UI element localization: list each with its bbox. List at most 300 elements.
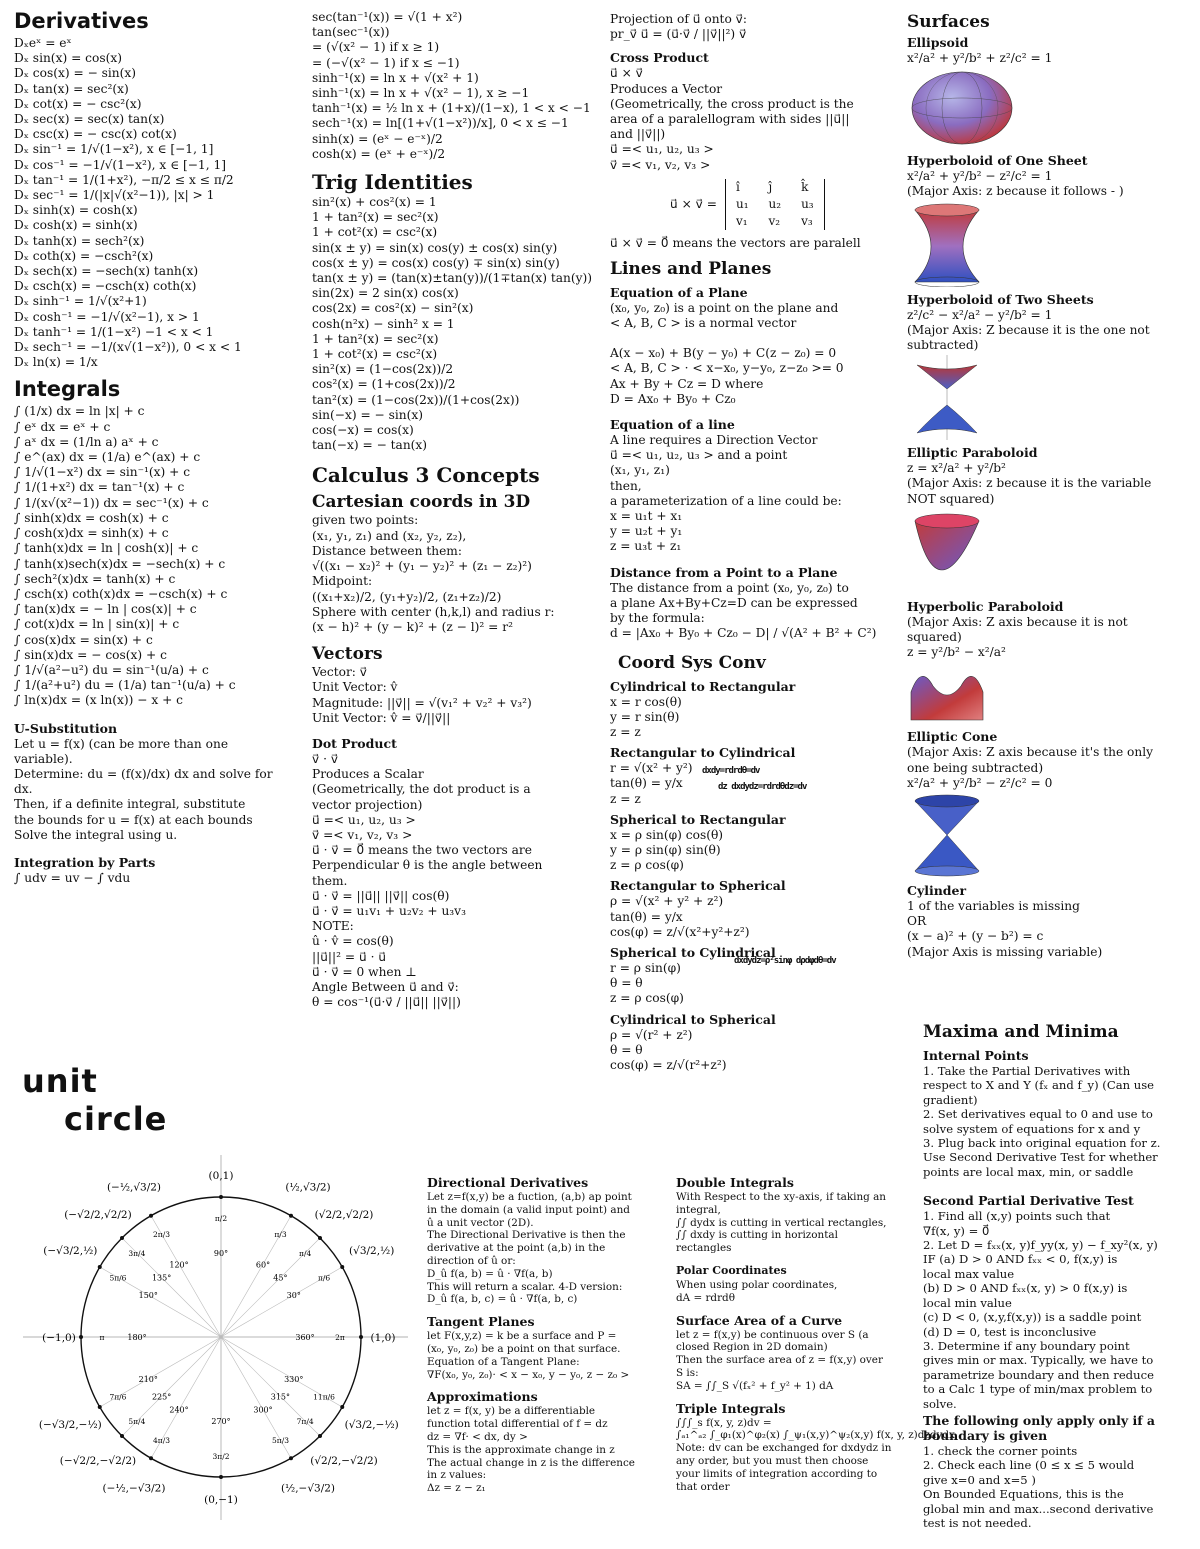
hyperbolic-paraboloid-figure	[907, 662, 987, 724]
formula-line: a plane Ax+By+Cz=D can be expressed	[610, 595, 858, 610]
tangent-list	[427, 1330, 667, 1381]
formula-line: sech⁻¹(x) = ln[(1+√(1−x²))/x], 0 < x ≤ −1	[312, 116, 569, 131]
formula-line: z = ρ cos(φ)	[610, 991, 684, 1006]
formula-line: v⃗ =< v₁, v₂, v₃ >	[610, 157, 711, 172]
formula-line: let z = f(x,y) be continuous over S (a	[676, 1328, 869, 1341]
double-integrals-title: Double Integrals	[676, 1175, 794, 1190]
formula-line: Dₓeˣ = eˣ	[14, 36, 72, 50]
formula-line: sin(−x) = − sin(x)	[312, 407, 424, 422]
matrix-cell: u₁	[735, 197, 749, 212]
formula-line: Dₓ cosh(x) = sinh(x)	[14, 218, 138, 233]
formula-line: (Major Axis is missing variable)	[907, 944, 1103, 959]
formula-line: d = |Ax₀ + By₀ + Cz₀ − D| / √(A² + B² + C²)	[610, 626, 877, 641]
cyl-sph-list	[610, 1028, 900, 1074]
formula-line: u⃗ =< u₁, u₂, u₃ >	[312, 812, 416, 827]
unit-circle-diagram	[18, 1150, 413, 1525]
formula-line: Produces a Scalar	[312, 767, 424, 782]
matrix-cell: u₂	[768, 197, 782, 212]
degree-label: 300°	[253, 1405, 273, 1415]
formula-line: (c) D < 0, (x,y,f(x,y)) is a saddle point	[923, 1310, 1142, 1325]
distance-title: Distance from a Point to a Plane	[610, 564, 838, 580]
handwritten-circle: circle	[64, 1100, 168, 1138]
formula-line: (Major Axis: Z axis because it's the only	[907, 745, 1154, 760]
distance-list	[610, 581, 900, 642]
formula-line: ∫ₐ₁^ₐ₂ ∫_φ₁(x)^φ₂(x) ∫_ψ₁(x,y)^ψ₂(x,y) f(x, y, z)dzdydx	[676, 1429, 955, 1442]
formula-line: Δz = z − z₁	[427, 1482, 486, 1495]
dot-product-title: Dot Product	[312, 735, 397, 751]
cyl-rect-title: Cylindrical to Rectangular	[610, 678, 796, 694]
formula-line: Dₓ sin⁻¹ = 1/√(1−x²), x ∈ [−1, 1]	[14, 142, 214, 157]
formula-line: by the formula:	[610, 611, 705, 626]
hyperboloid-two-figure	[907, 355, 987, 440]
formula-line: local max value	[923, 1266, 1015, 1281]
formula-line: (Geometrically, the dot product is a	[312, 782, 531, 797]
cylinder-title: Cylinder	[907, 883, 967, 899]
formula-line: ∫ cosh(x)dx = sinh(x) + c	[14, 526, 169, 541]
derivatives-list	[14, 36, 299, 370]
circle-point	[98, 1265, 102, 1269]
formula-line: ∫ cot(x)dx = ln | sin(x)| + c	[14, 617, 180, 632]
formula-line: Use Second Derivative Test for whether	[923, 1150, 1158, 1165]
formula-line: 1. check the corner points	[923, 1443, 1078, 1458]
cross-product-title: Cross Product	[610, 50, 709, 66]
rect-sph-title: Rectangular to Spherical	[610, 878, 786, 894]
coordinate-label: (−√3/2,½)	[43, 1245, 98, 1257]
formula-line: D_û f(a, b, c) = û · ∇f(a, b, c)	[427, 1293, 578, 1306]
formula-line: parametrize boundary and then reduce	[923, 1367, 1154, 1382]
degree-label: 360°	[295, 1333, 315, 1342]
circle-point	[149, 1214, 153, 1218]
formula-line: ∫ (1/x) dx = ln |x| + c	[14, 404, 145, 419]
formula-line: ∫ tanh(x)sech(x)dx = −sech(x) + c	[14, 556, 226, 571]
formula-line: tan(θ) = y/x	[610, 776, 683, 791]
formula-line: Then the surface area of z = f(x,y) over	[676, 1354, 883, 1367]
trig-title: Trig Identities	[312, 170, 473, 195]
formula-line: ∫ tan(x)dx = − ln | cos(x)| + c	[14, 602, 197, 617]
coordinate-label: (−√2/2,√2/2)	[64, 1208, 132, 1221]
formula-line: area of a paralellogram with sides ||u⃗||	[610, 112, 850, 127]
degree-label: 330°	[284, 1375, 304, 1384]
formula-line: S is:	[676, 1366, 699, 1379]
line-equation-list	[610, 433, 900, 555]
circle-point	[98, 1405, 102, 1409]
column-surfaces	[907, 8, 1192, 960]
formula-line: that order	[676, 1480, 730, 1493]
formula-line: ∫ 1/(1+x²) dx = tan⁻¹(x) + c	[14, 480, 185, 495]
formula-line: sin(2x) = 2 sin(x) cos(x)	[312, 286, 459, 301]
radian-label: π/6	[317, 1273, 331, 1283]
formula-line: ρ = √(x² + y² + z²)	[610, 894, 724, 909]
surface-area-title: Surface Area of a Curve	[676, 1312, 843, 1328]
integrals-title: Integrals	[14, 377, 121, 402]
formula-line: cos(φ) = z/√(r²+z²)	[610, 1057, 727, 1072]
formula-line: ∇f(x, y) = 0⃗	[923, 1223, 990, 1238]
formula-line: (x − a)² + (y − b²) = c	[907, 929, 1044, 944]
coordinate-label: (√2/2,−√2/2)	[310, 1455, 378, 1468]
radian-label: π/4	[299, 1248, 312, 1258]
formula-line: Let z=f(x,y) be a fuction, (a,b) ap point	[427, 1191, 632, 1203]
column-derivatives-integrals	[14, 6, 299, 886]
formula-line: (Geometrically, the cross product is the	[610, 96, 854, 111]
formula-line: (x₀, y₀, z₀) is a point on the plane and	[610, 300, 839, 315]
degree-label: 135°	[151, 1273, 172, 1283]
formula-line: derivative at the point (a,b) in the	[427, 1242, 606, 1255]
circle-point	[318, 1434, 322, 1438]
formula-line: (Major Axis: Z because it is the one not	[907, 322, 1150, 337]
hyperbolic-paraboloid-list	[907, 615, 1192, 661]
elliptic-paraboloid-title: Elliptic Paraboloid	[907, 445, 1038, 461]
hyperboloid-two-title: Hyperboloid of Two Sheets	[907, 291, 1094, 307]
cartesian-title: Cartesian coords in 3D	[312, 492, 531, 513]
formula-line: Unit Vector: v̂ = v⃗/||v⃗||	[312, 710, 451, 725]
formula-line: tanh⁻¹(x) = ½ ln x + (1+x)/(1−x), 1 < x < −1	[312, 101, 591, 116]
second-test-title: Second Partial Derivative Test	[923, 1193, 1134, 1209]
rect-sph-list	[610, 894, 900, 940]
triple-integrals-list	[676, 1416, 955, 1494]
maxmin-title: Maxima and Minima	[923, 1022, 1119, 1042]
formula-line: Dₓ sinh⁻¹ = 1/√(x²+1)	[14, 294, 147, 309]
coordinate-label: (−1,0)	[42, 1332, 76, 1344]
plane-equation-title: Equation of a Plane	[610, 284, 748, 300]
formula-line: This will return a scalar. 4-D version:	[427, 1280, 623, 1293]
formula-line: Dₓ csc(x) = − csc(x) cot(x)	[14, 127, 177, 142]
circle-point	[359, 1335, 363, 1339]
matrix-cell: v₁	[735, 214, 748, 229]
handwritten-note-2: dz dxdydz=rdrdθdz=dv	[718, 782, 807, 792]
formula-line: 1 + tan²(x) = sec²(x)	[312, 210, 439, 225]
formula-line: Dₓ tanh(x) = sech²(x)	[14, 233, 145, 248]
cylinder-list	[907, 899, 1192, 960]
formula-line: any order, but you must then choose	[676, 1454, 869, 1467]
degree-label: 315°	[270, 1392, 291, 1402]
radian-label: 5π/3	[272, 1436, 289, 1446]
formula-line: 2. Check each line (0 ≤ x ≤ 5 would	[923, 1458, 1135, 1473]
coordinate-label: (−½,√3/2)	[106, 1181, 162, 1194]
formula-line: u⃗ · v⃗ = 0⃗ means the two vectors are	[312, 843, 532, 858]
formula-line: Dₓ cosh⁻¹ = −1/√(x²−1), x > 1	[14, 309, 200, 324]
formula-line: 3. Plug back into original equation for z.	[923, 1136, 1161, 1151]
formula-line: Dₓ coth(x) = −csch²(x)	[14, 248, 154, 263]
formula-line: u⃗ =< u₁, u₂, u₃ > and a point	[610, 448, 788, 463]
formula-line: < A, B, C > · < x−x₀, y−y₀, z−z₀ >= 0	[610, 361, 844, 376]
formula-line: cos(φ) = z/√(x²+y²+z²)	[610, 924, 750, 939]
formula-line: 1. Find all (x,y) points such that	[923, 1209, 1111, 1224]
formula-line: ρ = √(r² + z²)	[610, 1027, 693, 1042]
line-equation-title: Equation of a line	[610, 417, 735, 433]
formula-line: 1. Take the Partial Derivatives with	[923, 1064, 1131, 1078]
coord-conv-title: Coord Sys Conv	[618, 652, 766, 673]
formula-line: ∫ e^(ax) dx = (1/a) e^(ax) + c	[14, 450, 201, 465]
formula-line: θ = θ	[610, 976, 643, 991]
sph-cyl-list	[610, 961, 900, 1007]
circle-point	[318, 1236, 322, 1240]
circle-point	[120, 1236, 124, 1240]
plane-equation-list	[610, 301, 900, 407]
formula-line: (x₁, y₁, z₁)	[610, 463, 670, 478]
formula-line: tan²(x) = (1−cos(2x))/(1+cos(2x))	[312, 392, 520, 407]
formula-line: 1 + tan²(x) = sec²(x)	[312, 331, 439, 346]
formula-line: = (−√(x² − 1) if x ≤ −1)	[312, 55, 460, 70]
formula-line: (x₀, y₀, z₀) be a point on that surface.	[427, 1342, 621, 1355]
sph-rect-title: Spherical to Rectangular	[610, 811, 786, 827]
formula-line: Dₓ tanh⁻¹ = 1/(1−x²) −1 < x < 1	[14, 324, 214, 339]
degree-label: 225°	[151, 1392, 172, 1402]
formula-line: r = ρ sin(φ)	[610, 960, 681, 975]
formula-line: Solve the integral using u.	[14, 827, 178, 842]
formula-line: ∫ aˣ dx = (1/ln a) aˣ + c	[14, 434, 159, 449]
formula-line: û a unit vector (2D).	[427, 1216, 534, 1229]
formula-line: This is the approximate change in z	[427, 1443, 615, 1456]
formula-line: ∫ ln(x)dx = (x ln(x)) − x + c	[14, 693, 183, 708]
formula-line: to a Calc 1 type of min/max problem to	[923, 1382, 1153, 1397]
surfaces-title: Surfaces	[907, 12, 990, 32]
formula-line: your limits of integration according to	[676, 1467, 878, 1480]
cross-product-matrix	[670, 179, 900, 231]
matrix-cell: k̂	[801, 179, 809, 194]
formula-line: A line requires a Direction Vector	[610, 433, 818, 448]
formula-line: solve.	[923, 1396, 957, 1411]
hyperboloid-one-list	[907, 169, 1192, 199]
calc3-title: Calculus 3 Concepts	[312, 463, 540, 488]
coordinate-label: (1,0)	[370, 1332, 396, 1344]
formula-line: OR	[907, 914, 927, 929]
formula-line: NOTE:	[312, 919, 354, 934]
formula-line: IF (a) D > 0 AND fₓₓ < 0, f(x,y) is	[923, 1252, 1118, 1267]
formula-line: ∫ csch(x) coth(x)dx = −csch(x) + c	[14, 586, 228, 601]
formula-line: Dₓ csch(x) = −csch(x) coth(x)	[14, 279, 197, 294]
circle-point	[79, 1335, 83, 1339]
formula-line: 2. Set derivatives equal to 0 and use to	[923, 1107, 1153, 1122]
usub-list	[14, 737, 299, 843]
formula-line: Dₓ sec(x) = sec(x) tan(x)	[14, 112, 165, 127]
elliptic-cone-figure	[907, 793, 987, 878]
formula-line: given two points:	[312, 513, 419, 528]
formula-line: The Directional Derivative is then the	[427, 1229, 626, 1242]
formula-line: Sphere with center (h,k,l) and radius r:	[312, 604, 555, 619]
radian-label: 2π	[335, 1333, 345, 1342]
degree-label: 45°	[273, 1273, 288, 1283]
formula-line: û · v̂ = cos(θ)	[312, 934, 394, 949]
formula-line: ∫∫∫_s f(x, y, z)dv =	[676, 1416, 772, 1429]
formula-line: ∫ sinh(x)dx = cosh(x) + c	[14, 510, 169, 525]
degree-label: 150°	[138, 1291, 158, 1300]
handwritten-note-3: dxdydz=ρ²sinφ dρdφdθ=dv	[734, 956, 836, 966]
projection-list	[610, 12, 900, 42]
formula-line: Dₓ sech⁻¹ = −1/(x√(1−x²)), 0 < x < 1	[14, 340, 242, 355]
formula-line: The actual change in z is the difference	[427, 1456, 635, 1469]
determinant	[725, 179, 825, 231]
degree-label: 60°	[255, 1260, 271, 1270]
formula-line: v⃗ =< v₁, v₂, v₃ >	[312, 827, 413, 842]
formula-line: 2. Let D = fₓₓ(x, y)f_yy(x, y) − f_xy²(x, y)	[923, 1238, 1158, 1253]
maxima-minima-section	[923, 1018, 1193, 1530]
formula-line: closed Region in 2D domain)	[676, 1341, 828, 1354]
formula-line: (b) D > 0 AND fₓₓ(x, y) > 0 f(x,y) is	[923, 1281, 1128, 1296]
formula-line: rectangles	[676, 1242, 732, 1255]
formula-line: Projection of u⃗ onto v⃗:	[610, 12, 747, 26]
formula-line: Ax + By + Cz = D where	[610, 376, 764, 391]
coordinate-label: (−√3/2,−½)	[38, 1419, 102, 1431]
formula-line: (d) D = 0, test is inconclusive	[923, 1324, 1097, 1339]
formula-line: solve system of equations for x and y	[923, 1121, 1141, 1136]
formula-line: Dₓ sin(x) = cos(x)	[14, 51, 122, 66]
formula-line: ∫ udv = uv − ∫ vdu	[14, 870, 131, 885]
ellipsoid-figure	[907, 68, 1017, 148]
formula-line: D_û f(a, b) = û · ∇f(a, b)	[427, 1267, 553, 1280]
ellipsoid-list	[907, 51, 1192, 66]
polar-title: Polar Coordinates	[676, 1263, 787, 1277]
matrix-cell: v₂	[768, 214, 781, 229]
circle-point	[219, 1475, 223, 1479]
formula-line: Dₓ tan(x) = sec²(x)	[14, 81, 129, 96]
formula-line: Unit Vector: v̂	[312, 680, 398, 695]
formula-line: ∫ sech²(x)dx = tanh(x) + c	[14, 571, 176, 586]
formula-line: gives min or max. Typically, we have to	[923, 1353, 1154, 1368]
directional-list	[427, 1191, 667, 1306]
cyl-sph-title: Cylindrical to Spherical	[610, 1011, 776, 1027]
formula-line: 1 of the variables is missing	[907, 899, 1080, 914]
radian-label: 2π/3	[153, 1229, 170, 1239]
radian-label: 5π/4	[128, 1417, 146, 1427]
tangent-title: Tangent Planes	[427, 1314, 535, 1330]
formula-line: z = ρ cos(φ)	[610, 858, 684, 873]
vectors-title: Vectors	[312, 644, 383, 665]
rect-cyl-title: Rectangular to Cylindrical	[610, 745, 796, 761]
formula-line: Magnitude: ||v⃗|| = √(v₁² + v₂² + v₃²)	[312, 695, 532, 710]
formula-line: Vector: v⃗	[312, 665, 367, 680]
formula-line: tan(x ± y) = (tan(x)±tan(y))/(1∓tan(x) tan(y))	[312, 271, 592, 286]
formula-line: ∫∫ dydx is cutting in vertical rectangles,	[676, 1216, 887, 1229]
formula-line: subtracted)	[907, 338, 979, 353]
cross-product-note: u⃗ × v⃗ = 0⃗ means the vectors are paralell	[610, 236, 861, 251]
parts-list	[14, 871, 299, 886]
formula-line: The distance from a point (x₀, y₀, z₀) to	[610, 580, 849, 595]
formula-line: integral,	[676, 1203, 721, 1216]
formula-line: u⃗ × v⃗	[610, 66, 643, 81]
formula-line: D = Ax₀ + By₀ + Cz₀	[610, 391, 736, 406]
formula-line: pr_v⃗ u⃗ = (u⃗·v⃗ / ||v⃗||²) v⃗	[610, 27, 747, 42]
elliptic-cone-title: Elliptic Cone	[907, 729, 998, 745]
formula-line: Equation of a Tangent Plane:	[427, 1355, 580, 1368]
formula-line: variable).	[14, 751, 73, 766]
formula-line: Dₓ sech(x) = −sech(x) tanh(x)	[14, 264, 199, 279]
formula-line: test is not needed.	[923, 1515, 1032, 1530]
circle-point	[120, 1434, 124, 1438]
formula-line: z²/c² − x²/a² − y²/b² = 1	[907, 307, 1053, 322]
matrix-cell: î	[735, 179, 740, 194]
hyperboloid-one-title: Hyperboloid of One Sheet	[907, 153, 1088, 169]
formula-line: in z values:	[427, 1469, 487, 1482]
degree-label: 210°	[138, 1375, 158, 1384]
approx-list	[427, 1405, 667, 1495]
formula-line: sinh⁻¹(x) = ln x + √(x² − 1), x ≥ −1	[312, 86, 530, 101]
degree-label: 120°	[169, 1260, 189, 1270]
parts-title: Integration by Parts	[14, 854, 156, 870]
formula-line: ∫∫ dxdy is cutting in horizontal	[676, 1229, 838, 1242]
circle-point	[340, 1405, 344, 1409]
degree-label: 240°	[169, 1405, 189, 1415]
surface-area-list	[676, 1329, 916, 1393]
formula-line: ((x₁+x₂)/2, (y₁+y₂)/2, (z₁+z₂)/2)	[312, 589, 502, 604]
formula-line: dA = rdrdθ	[676, 1291, 735, 1304]
formula-line: y = r sin(θ)	[610, 709, 680, 724]
circle-point	[219, 1195, 223, 1199]
degree-label: 180°	[127, 1333, 147, 1342]
formula-line: local min value	[923, 1295, 1012, 1310]
formula-line: z = u₃t + z₁	[610, 539, 682, 554]
dot-product-list	[312, 752, 602, 1010]
coordinate-label: (√3/2,−½)	[344, 1419, 399, 1431]
matrix-cell: v₃	[801, 214, 813, 229]
formula-line: x = ρ sin(φ) cos(θ)	[610, 827, 724, 842]
formula-line: z = y²/b² − x²/a²	[907, 645, 1006, 660]
formula-line: ∫ 1/(a²+u²) du = (1/a) tan⁻¹(u/a) + c	[14, 678, 236, 693]
sph-cyl-title: Spherical to Cylindrical	[610, 944, 776, 960]
coordinate-label: (½,√3/2)	[285, 1181, 331, 1194]
column-trig-calc3	[312, 10, 602, 1010]
degree-label: 270°	[211, 1417, 231, 1426]
formula-line: Note: dv can be exchanged for dxdydz in	[676, 1442, 892, 1455]
formula-line: the bounds for u = f(x) at each bounds	[14, 812, 253, 827]
formula-line: ∫ 1/√(a²−u²) du = sin⁻¹(u/a) + c	[14, 662, 209, 677]
formula-line: Perpendicular θ is the angle between	[312, 858, 543, 873]
formula-line: x²/a² + y²/b² − z²/c² = 1	[907, 169, 1053, 184]
radian-label: 7π/6	[109, 1392, 127, 1402]
formula-line: y = u₂t + y₁	[610, 524, 683, 539]
formula-line: Dₓ ln(x) = 1/x	[14, 355, 98, 370]
formula-line: Let u = f(x) (can be more than one	[14, 736, 229, 751]
radian-label: π/3	[274, 1229, 287, 1239]
formula-line: < A, B, C > is a normal vector	[610, 315, 797, 330]
radian-label: 3π/4	[128, 1248, 146, 1258]
formula-line: Dₓ sec⁻¹ = 1/(|x|√(x²−1)), |x| > 1	[14, 188, 215, 203]
cyl-rect-list	[610, 695, 900, 741]
radian-label: 7π/4	[296, 1417, 314, 1427]
formula-line: let z = f(x, y) be a differentiable	[427, 1405, 596, 1418]
formula-line: A(x − x₀) + B(y − y₀) + C(z − z₀) = 0	[610, 346, 837, 361]
radian-label: 11π/6	[313, 1392, 335, 1402]
formula-line: ∫ 1/(x√(x²−1)) dx = sec⁻¹(x) + c	[14, 495, 209, 510]
formula-line: u⃗ · v⃗ = ||u⃗|| ||v⃗|| cos(θ)	[312, 888, 450, 903]
formula-line: a parameterization of a line could be:	[610, 493, 842, 508]
hyperbolic-paraboloid-title: Hyperbolic Paraboloid	[907, 598, 1064, 614]
formula-line: ∫ sin(x)dx = − cos(x) + c	[14, 647, 167, 662]
column-vectors-coords	[610, 12, 900, 1073]
boundary-title: The following only apply only if a boundary is given	[923, 1412, 1156, 1443]
formula-line: With Respect to the xy-axis, if taking an	[676, 1191, 886, 1203]
formula-line: 1 + cot²(x) = csc²(x)	[312, 347, 438, 362]
coordinate-label: (−√2/2,−√2/2)	[59, 1455, 137, 1468]
second-test-list	[923, 1209, 1193, 1411]
formula-line: When using polar coordinates,	[676, 1278, 838, 1291]
circle-point	[149, 1456, 153, 1460]
formula-line: u⃗ =< u₁, u₂, u₃ >	[610, 142, 714, 157]
coordinate-label: (√2/2,√2/2)	[314, 1208, 374, 1221]
ellipsoid-title: Ellipsoid	[907, 35, 969, 50]
formula-line: On Bounded Equations, this is the	[923, 1487, 1124, 1502]
formula-line: sin²(x) = (1−cos(2x))/2	[312, 362, 454, 377]
formula-line: cos(x ± y) = cos(x) cos(y) ∓ sin(x) sin(y)	[312, 255, 560, 270]
elliptic-paraboloid-list	[907, 461, 1192, 507]
formula-line: x = u₁t + x₁	[610, 509, 683, 524]
formula-line: function total differential of f = dz	[427, 1418, 608, 1431]
formula-line: global min and max...second derivative	[923, 1501, 1154, 1516]
formula-line: z = x²/a² + y²/b²	[907, 461, 1006, 476]
formula-line: vector projection)	[312, 797, 423, 812]
cross-product-list	[610, 66, 900, 172]
formula-line: r = √(x² + y²)	[610, 761, 693, 776]
formula-line: let F(x,y,z) = k be a surface and P =	[427, 1330, 617, 1343]
